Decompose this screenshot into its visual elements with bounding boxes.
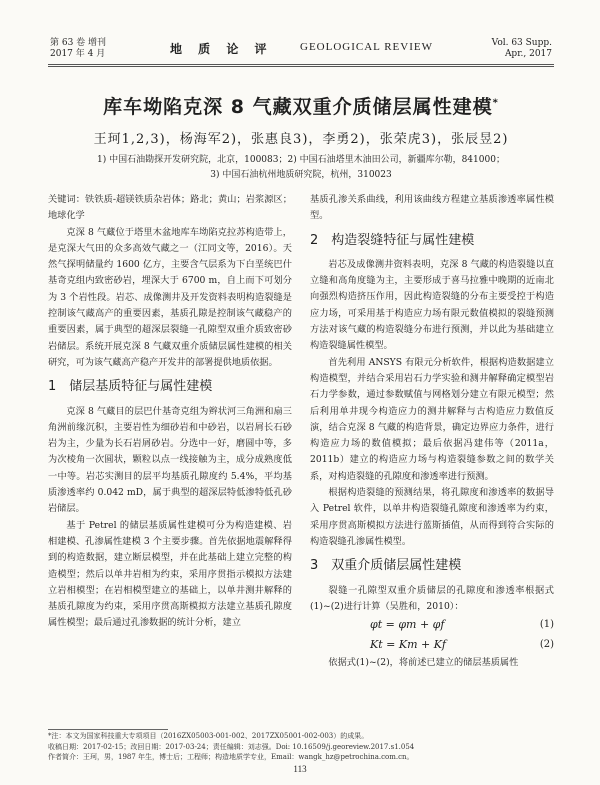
volume-cn: 第 63 卷 增刊 [50,38,107,48]
header-rule-secondary [48,66,554,67]
section1-paragraph-2: 基于 Petrel 的储层基质属性建模可分为构造建模、岩相建模、孔渗属性建模 3 个主要步骤。首先依据地震解释得到的构造数据，建立断层模型，并在此基础上建立完整的构造模型；然后以单井岩相为约束，采用序贯指示模拟方法建立岩相模型；在岩相模型建立的基础上，以单井测井解释的基质孔隙度为约束，采用序贯高斯模拟方法建立基质孔隙度属性模型；最后通过孔渗数据的统计分析，建立 [48,519,292,629]
left-column [48,192,292,632]
section1-paragraph-1: 克深 8 气藏目的层巴什基奇克组为辫状河三角洲和扇三角洲前缘沉积，主要岩性为细砂岩和中砂岩，以岩屑长石砂岩为主，少量为长石岩屑砂岩。分选中一好，磨圆中等，多为次棱角一次圆状，颗粒以点一线接触为主，成分成熟度低一中等。岩芯实测目的层平均基质孔隙度约 5.4%，平均基质渗透率约 0.042 mD，属于典型的超深层特低渗特低孔砂岩储层。 [48,405,292,515]
keywords: 关键词：铁铁质-超镁铁质杂岩体；路北；黄山；岩浆源区；地球化学 [48,194,292,222]
section2-paragraph-1: 岩芯及成像测井资料表明，克深 8 气藏的构造裂缝以直立缝和高角度缝为主，主要形成于喜马拉雅中晚期的近南北向强烈构造挤压作用，因此构造裂缝的分布主要受控于构造应力场，可采用基于构造应力场有限元数值模拟的裂缝预测方法对该气藏的构造裂缝分布进行预测，并以此为基础建立构造裂缝属性模型。 [310,258,554,352]
footnote-rule [48,729,168,730]
affiliation-line-2: 3) 中国石油杭州地质研究院，杭州，310023 [210,170,392,180]
author-list: 王珂1,2,3)，杨海军2)，张惠良3)，李勇2)，张荣虎3)，张辰昱2) [93,132,509,147]
page-number: 113 [293,764,307,774]
volume-en: Vol. 63 Supp. [491,38,552,48]
footnotes [48,731,554,763]
equation-2 [310,635,554,655]
equation-2-number: (2) [539,639,554,651]
right-column [310,192,554,671]
equation-1 [310,615,554,635]
date-en: Apr., 2017 [504,49,552,59]
section2-paragraph-2: 首先利用 ANSYS 有限元分析软件，根据构造数据建立构造模型，并结合采用岩石力学实验和测井解释确定模型岩石力学参数，通过参数赋值与网格划分建立有限元模型；然后利用单井现今构造应力的测井解释与古构造应力数值反演，结合克深 8 气藏的构造背景，确定边界应力条件，进行构造应力场的数值模拟；最后依据冯建伟等（2011a，2011b）建立的构造应力场与构造裂缝参数之间的数学关系，对构造裂缝的孔隙度和渗透率进行预测。 [310,356,554,482]
affiliation-line-1: 1) 中国石油勘探开发研究院，北京，100083；2) 中国石油塔里木油田公司，新疆库尔勒，841000； [97,155,505,165]
date-cn: 2017 年 4 月 [50,49,106,59]
title-text: 库车坳陷克深 8 气藏双重介质储层属性建模 [103,96,493,118]
section3-paragraph-2: 依据式(1)~(2)，将前述已建立的储层基质属性 [328,657,519,669]
section-heading-3: 3 双重介质储层属性建模 [310,558,462,574]
intro-paragraph: 克深 8 气藏位于塔里木盆地库车坳陷克拉苏构造带上，是克深大气田的众多高效气藏之一（江同文等，2016）。天然气探明储量约 1600 亿方，主要含气层系为下白垩统巴什基奇克组内致密砂岩，埋深大于 6700 m，自上而下可划分为 3 个岩性段。岩芯、成像测井及开发资料表明构造裂缝是控制该气藏高产的重要因素，基质孔隙是控制该气藏稳产的重要因素，属于典型的超深层裂缝一孔隙型双重介质致密砂岩储层。系统开展克深 8 气藏双重介质储层属性建模的相关研究，可为该气藏高产稳产开发井的部署提供地质依据。 [48,226,292,368]
footnote-author-bio: 作者简介：王珂，男，1987 年生，博士后；工程师；构造地质学专业，Email：wangk_hz@petrochina.com.cn。 [48,753,414,761]
header-rule [48,64,554,65]
equation-1-number: (1) [539,619,554,631]
article-title [48,92,554,119]
continued-paragraph: 基质孔渗关系曲线，利用该曲线方程建立基质渗透率属性模型。 [310,194,554,222]
title-footnote-mark: * [492,97,499,109]
journal-name-en: GEOLOGICAL REVIEW [300,41,433,53]
section-heading-2: 2 构造裂缝特征与属性建模 [310,232,475,248]
running-header-volume [50,38,106,60]
footnote-funding: *注：本文为国家科技重大专项项目（2016ZX05003-001-002、2017ZX05001-002-003）的成果。 [48,732,369,740]
running-header-volume-en [488,38,552,60]
section-heading-1: 1 储层基质特征与属性建模 [48,379,213,395]
equation-1-body: φt = φm + φf [370,618,445,632]
journal-name-cn: 地 质 论 评 [170,42,273,56]
section3-paragraph-1: 裂缝一孔隙型双重介质储层的孔隙度和渗透率根据式(1)~(2)进行计算（吴胜和，2010）： [310,584,554,612]
equation-2-body: Kt = Km + Kf [370,638,446,652]
section2-paragraph-3: 根据构造裂缝的预测结果，将孔隙度和渗透率的数据导入 Petrel 软件，以单井构造裂缝孔隙度和渗透率为约束，采用序贯高斯模拟方法进行蓝斯插值，从而得到符合实际的构造裂缝孔渗属性模型。 [310,487,554,547]
footnote-dates: 收稿日期：2017-02-15；改回日期：2017-03-24；责任编辑：刘志强。Doi: 10.16509/j.georeview.2017.s1.054 [48,742,415,751]
